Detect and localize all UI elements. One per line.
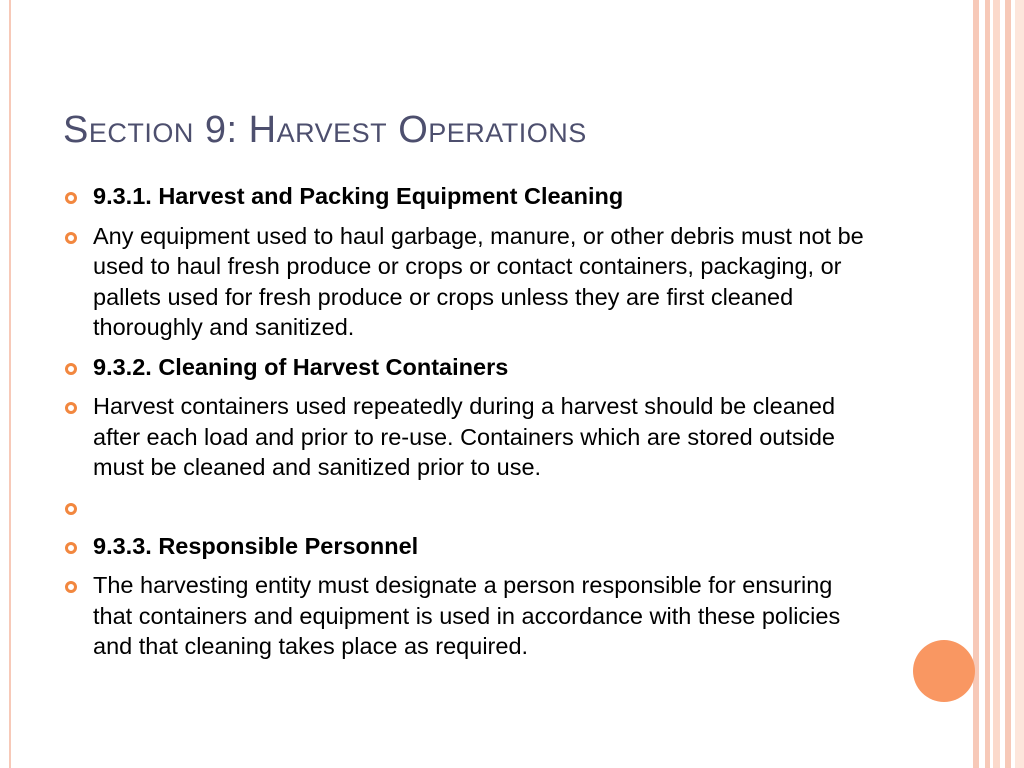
bullet-text: 9.3.1. Harvest and Packing Equipment Cleaning bbox=[93, 183, 624, 209]
stripe-1 bbox=[975, 0, 979, 768]
bullet-list bbox=[63, 181, 878, 671]
bullet-item bbox=[63, 391, 878, 483]
bullet-item bbox=[63, 181, 878, 212]
bullet-text: The harvesting entity must designate a person responsible for ensuring that containers and equipment is used in accordance with these policies and that cleaning takes place as required. bbox=[93, 572, 841, 659]
bullet-text: 9.3.2. Cleaning of Harvest Containers bbox=[93, 353, 509, 380]
bullet-text: 9.3.3. Responsible Personnel bbox=[93, 532, 419, 559]
bullet-text: Any equipment used to haul garbage, manure, or other debris must not be used to haul fresh produce or crops or contact containers, packaging, or pallets used for fresh produce or crops unless they are first cleaned thoroughly and sanitized. bbox=[93, 222, 864, 340]
bullet-ring-icon bbox=[65, 581, 77, 593]
bullet-ring-icon bbox=[65, 192, 77, 204]
bullet-ring-icon bbox=[65, 232, 77, 244]
bullet-ring-icon bbox=[65, 503, 77, 515]
bullet-text: Harvest containers used repeatedly during a harvest should be cleaned after each load and prior to re-use. Containers which are stored outside must be cleaned and sanitized prior to use. bbox=[93, 393, 836, 480]
bullet-item bbox=[63, 531, 878, 562]
bullet-item bbox=[63, 221, 878, 343]
bullet-ring-icon bbox=[65, 542, 77, 554]
bullet-item bbox=[63, 352, 878, 383]
stripe-5 bbox=[1015, 0, 1024, 768]
stripe-3 bbox=[993, 0, 1000, 768]
decorative-orange-circle bbox=[913, 640, 975, 702]
bullet-item bbox=[63, 570, 878, 662]
stripe-2 bbox=[985, 0, 990, 768]
slide-title: Section 9: Harvest Operations bbox=[63, 109, 587, 151]
bullet-ring-icon bbox=[65, 363, 77, 375]
bullet-ring-icon bbox=[65, 402, 77, 414]
stripe-4 bbox=[1005, 0, 1011, 768]
decorative-side-stripes bbox=[975, 0, 1024, 768]
bullet-item-empty bbox=[63, 492, 878, 522]
